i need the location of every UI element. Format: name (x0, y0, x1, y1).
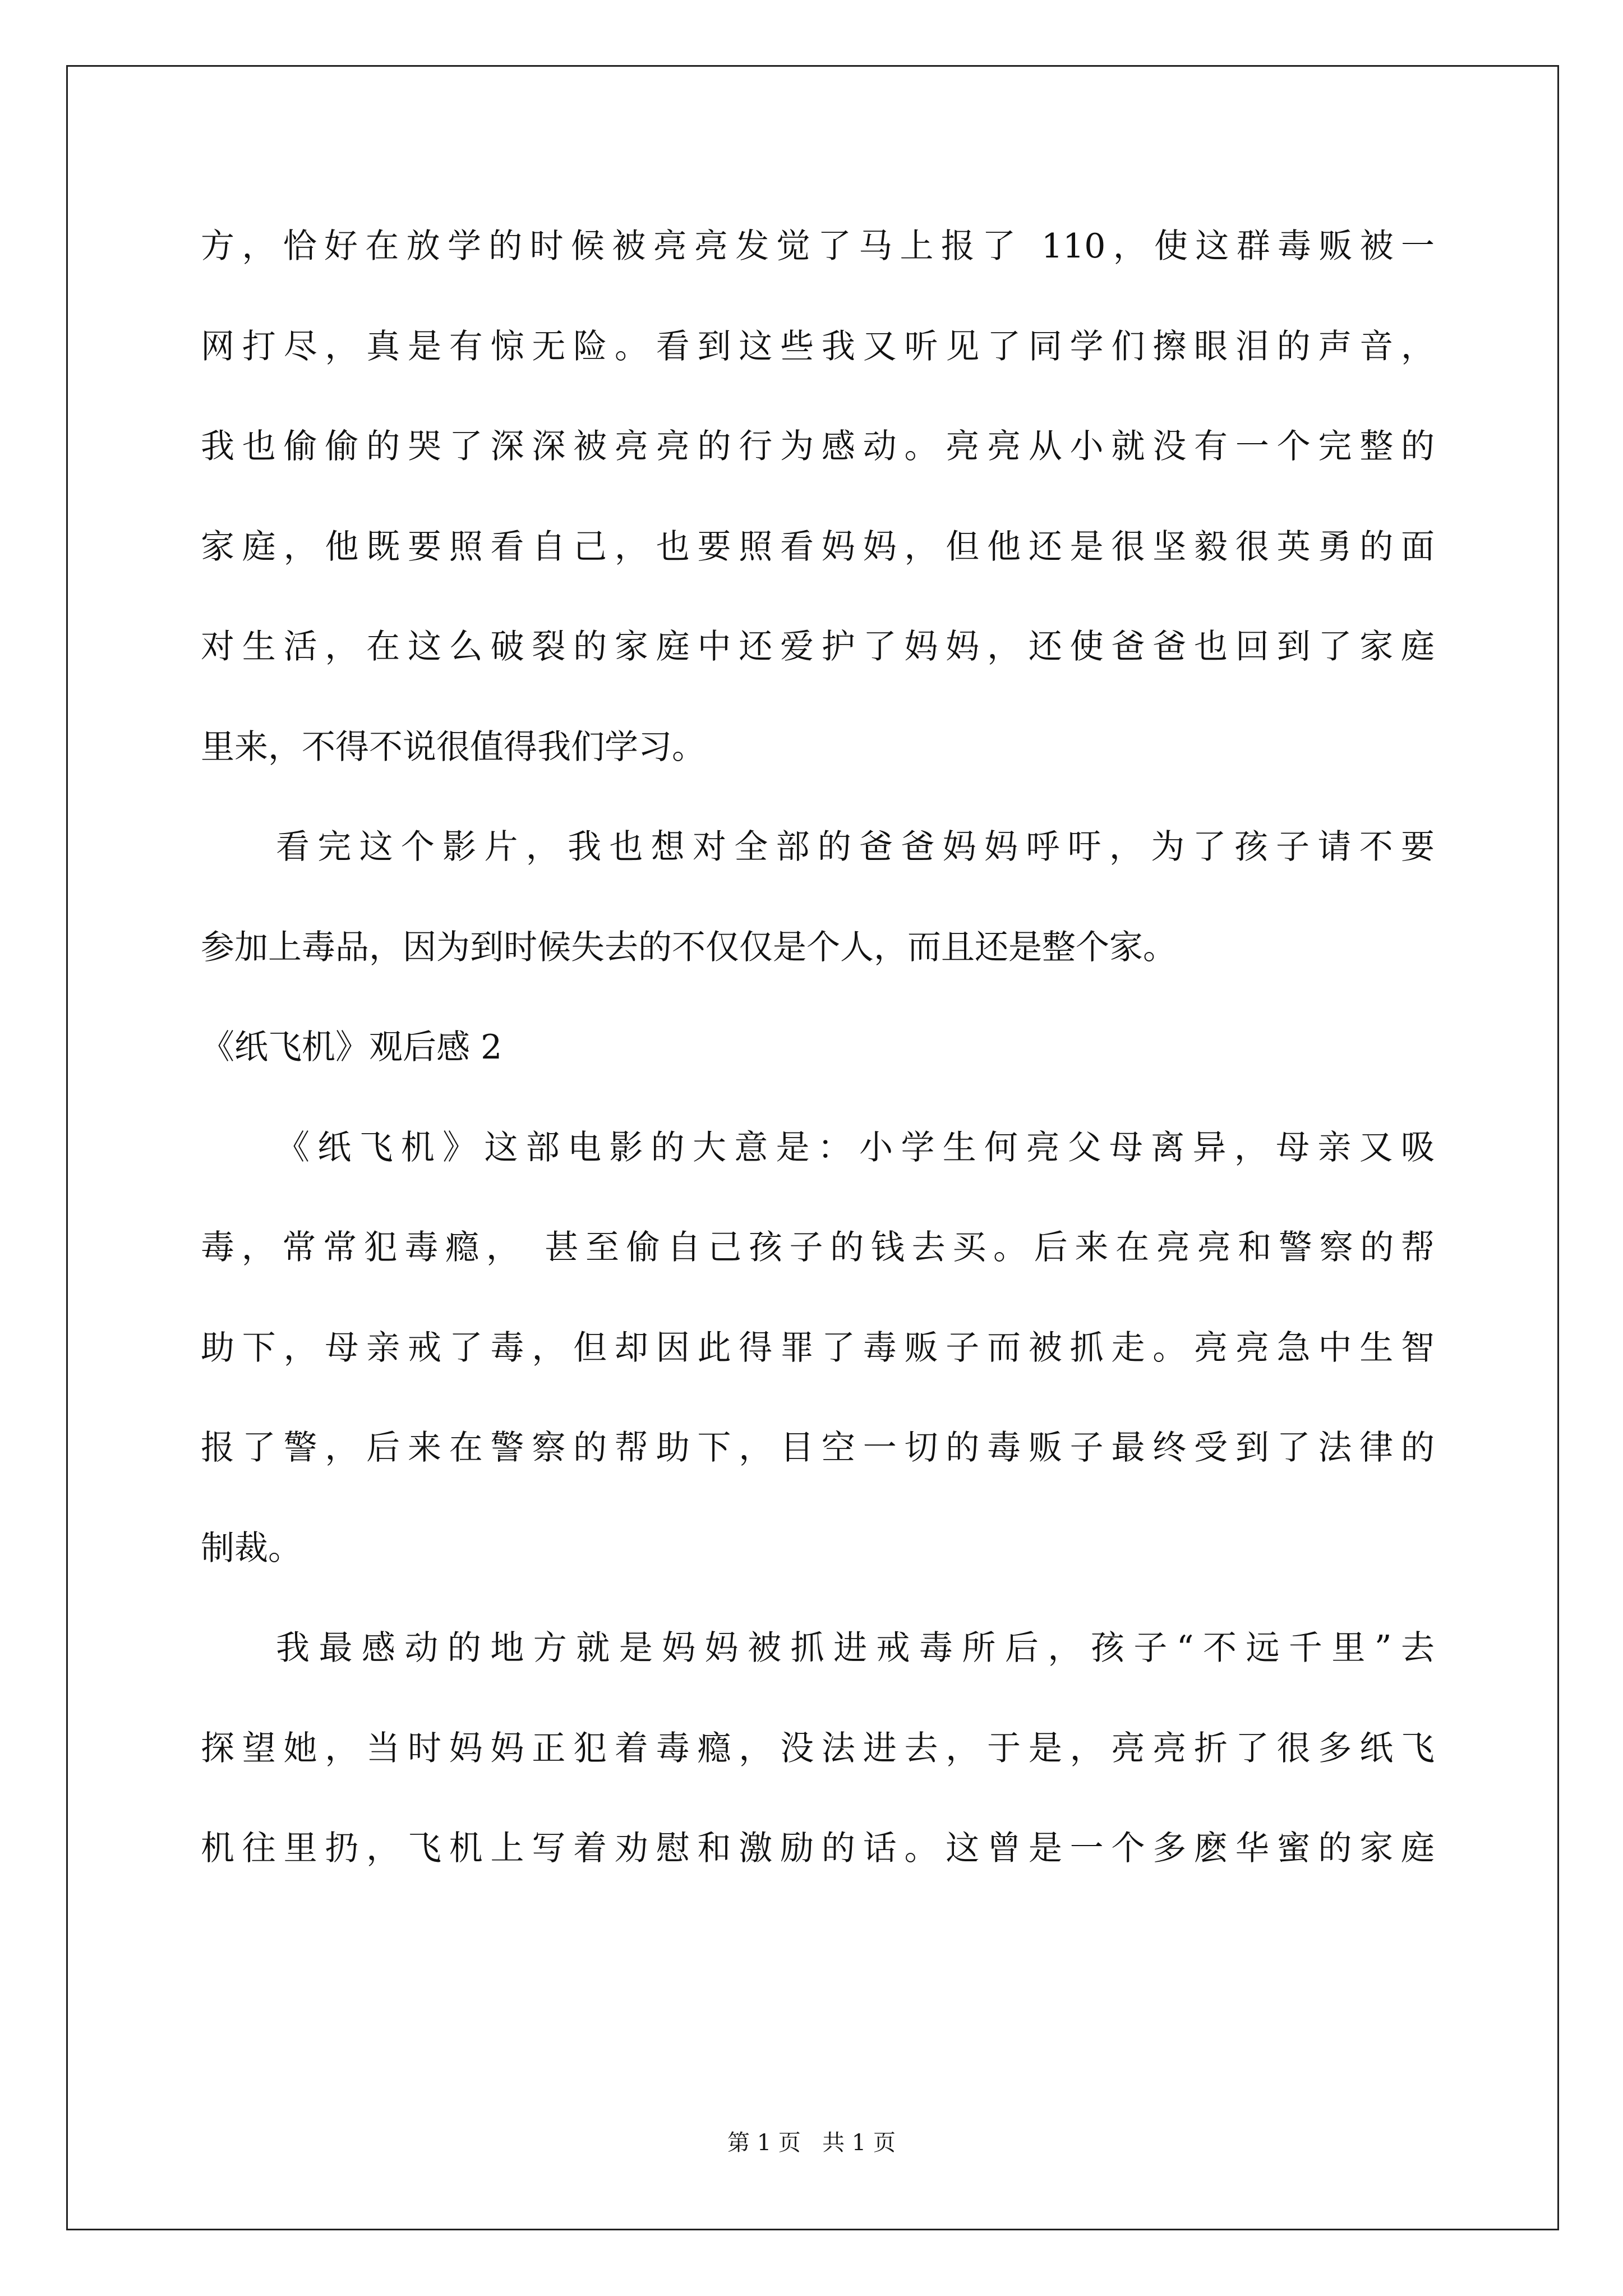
paragraph-first-line: 我最感动的地方就是妈妈被抓进戒毒所后，孩子“不远千里”去 (276, 1628, 1435, 1668)
paragraph-first-line: 《纸飞机》这部电影的大意是：小学生何亮父母离异，母亲又吸 (276, 1128, 1435, 1167)
body-text-line: 参加上毒品，因为到时候失去的不仅仅是个人，而且还是整个家。 (201, 928, 1177, 967)
body-text-line: 家庭，他既要照看自己，也要照看妈妈，但他还是很坚毅很英勇的面 (201, 527, 1435, 567)
page-number-footer: 第 1 页 共 1 页 (727, 2130, 896, 2156)
body-text-line: 探望她，当时妈妈正犯着毒瘾，没法进去，于是，亮亮折了很多纸飞 (201, 1729, 1435, 1768)
body-text-line: 方，恰好在放学的时候被亮亮发觉了马上报了 110，使这群毒贩被一 (201, 227, 1435, 266)
body-text-line: 助下，母亲戒了毒，但却因此得罪了毒贩子而被抓走。亮亮急中生智 (201, 1328, 1435, 1368)
body-text-line: 网打尽，真是有惊无险。看到这些我又听见了同学们擦眼泪的声音， (201, 327, 1435, 366)
body-text-line: 对生活，在这么破裂的家庭中还爱护了妈妈，还使爸爸也回到了家庭 (201, 627, 1435, 666)
body-text-line: 报了警，后来在警察的帮助下，目空一切的毒贩子最终受到了法律的 (201, 1428, 1435, 1467)
section-heading: 《纸飞机》观后感 2 (201, 1028, 502, 1067)
paragraph-first-line: 看完这个影片，我也想对全部的爸爸妈妈呼吁，为了孩子请不要 (276, 827, 1435, 867)
body-text-line: 机往里扔，飞机上写着劝慰和激励的话。这曾是一个多麽华蜜的家庭 (201, 1829, 1435, 1868)
body-text-line: 毒，常常犯毒瘾， 甚至偷自己孩子的钱去买。后来在亮亮和警察的帮 (201, 1228, 1435, 1267)
body-text-line: 制裁。 (201, 1529, 302, 1568)
body-text-line: 里来，不得不说很值得我们学习。 (201, 728, 706, 767)
body-text-line: 我也偷偷的哭了深深被亮亮的行为感动。亮亮从小就没有一个完整的 (201, 427, 1435, 466)
